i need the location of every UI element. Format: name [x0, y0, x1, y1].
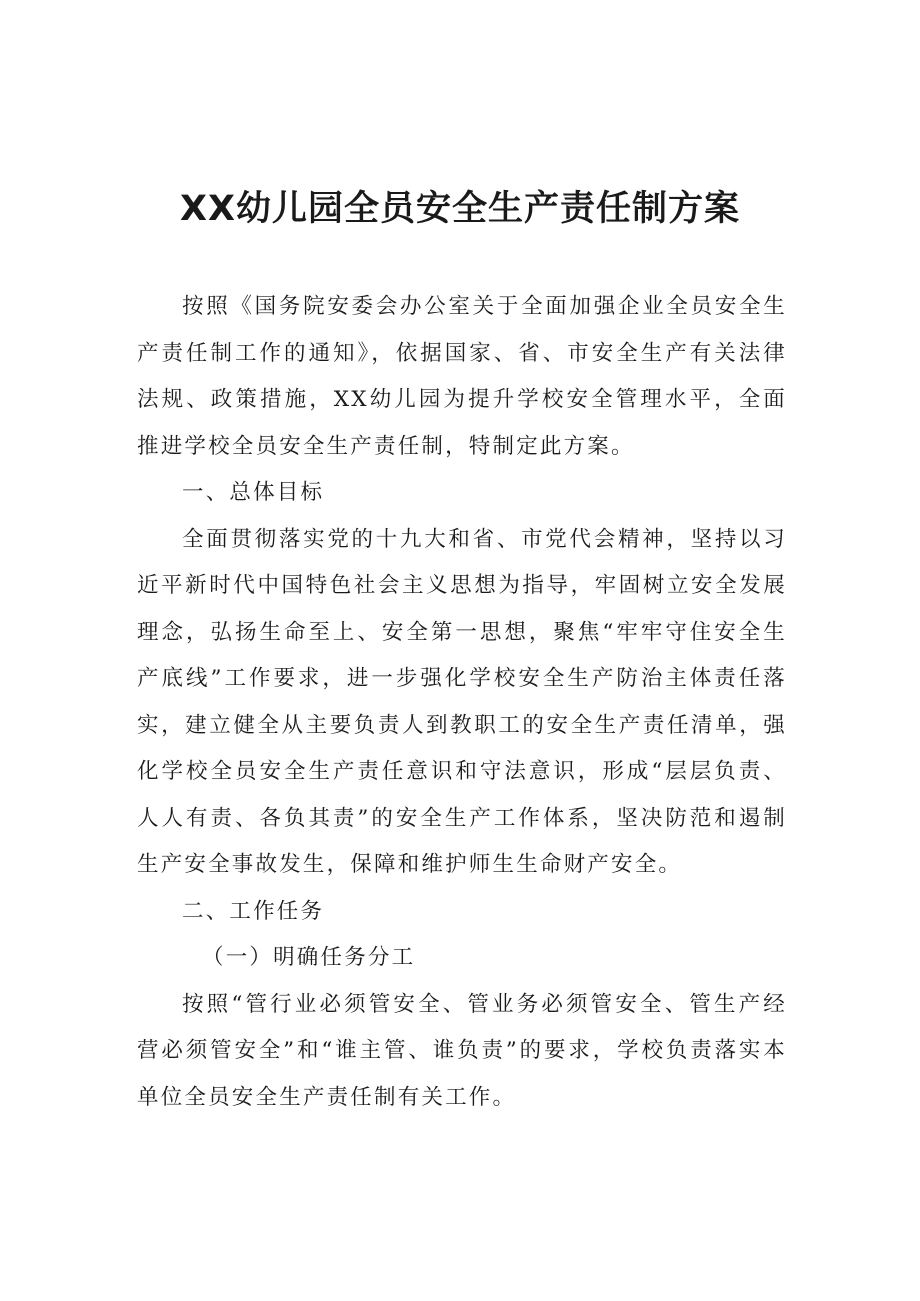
section-heading-work-tasks: 二、工作任务 [182, 898, 325, 924]
overall-goal-paragraph: 全面贯彻落实党的十九大和省、市党代会精神，坚持以习近平新时代中国特色社会主义思想为指导，牢固树立安全发展理念，弘扬生命至上、安全第一思想，聚焦“牢牢守住安全生产底线”工作要求，进一步强化学校安全生产防治主体责任落实，建立健全从主要负责人到教职工的安全生产责任清单，强化学校全员安全生产责任意识和守法意识，形成“层层负责、人人有责、各负其责”的安全生产工作体系，坚决防范和遏制生产安全事故发生，保障和维护师生生命财产安全。 [137, 526, 787, 877]
document-body [137, 284, 787, 1121]
subsection-heading-task-division: （一）明确任务分工 [202, 945, 416, 970]
document-title: XX幼儿园全员安全生产责任制方案 [180, 189, 740, 229]
task-division-paragraph: 按照“管行业必须管安全、管业务必须管安全、管生产经营必须管安全”和“谁主管、谁负责”的要求，学校负责落实本单位全员安全生产责任制有关工作。 [137, 991, 787, 1110]
section-heading-overall-goal: 一、总体目标 [182, 480, 325, 505]
intro-paragraph: 按照《国务院安委会办公室关于全面加强企业全员安全生产责任制工作的通知》，依据国家、省、市安全生产有关法律法规、政策措施，XX幼儿园为提升学校安全管理水平，全面推进学校全员安全生产责任制，特制定此方案。 [137, 294, 787, 459]
